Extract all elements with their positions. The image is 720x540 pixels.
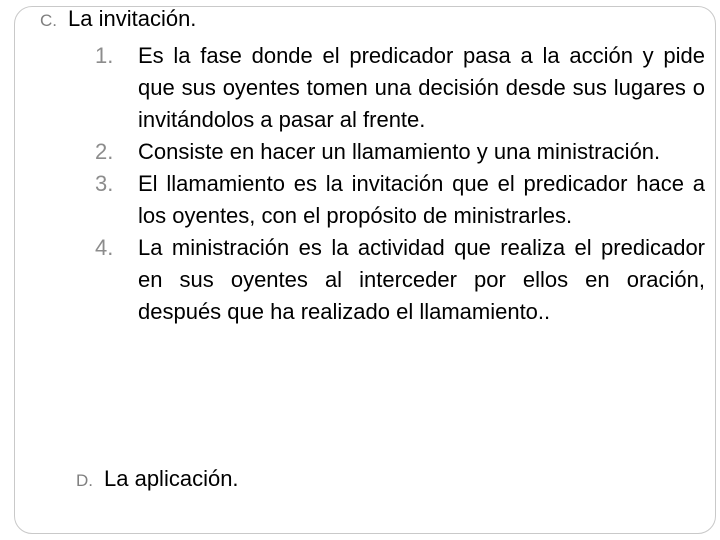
item-text: Es la fase donde el predicador pasa a la acción y pide que sus oyentes tomen una decisión desde sus lugares o invitándolos a pasar al frente. [138, 43, 705, 132]
item-number: 1. [95, 43, 114, 68]
item-text: La ministración es la actividad que realiza el predicador en sus oyentes al interceder por ellos en oración, después que ha realizado el llamamiento.. [138, 235, 705, 324]
item-number: 4. [95, 235, 114, 260]
item-number: 2. [95, 139, 114, 164]
item-number: 3. [95, 171, 114, 196]
item-text: El llamamiento es la invitación que el predicador hace a los oyentes, con el propósito de ministrarles. [138, 171, 705, 228]
section-c-title: La invitación. [68, 6, 197, 31]
list-item [95, 168, 705, 232]
section-c-heading [40, 6, 196, 32]
list-item [95, 136, 705, 168]
list-item [95, 232, 705, 328]
list-item [95, 40, 705, 136]
section-c-marker: C. [40, 11, 57, 30]
numbered-list [95, 40, 705, 328]
item-text: Consiste en hacer un llamamiento y una ministración. [138, 139, 661, 164]
section-d-title: La aplicación. [104, 466, 239, 491]
section-d-heading [76, 466, 239, 492]
section-d-marker: D. [76, 471, 93, 490]
